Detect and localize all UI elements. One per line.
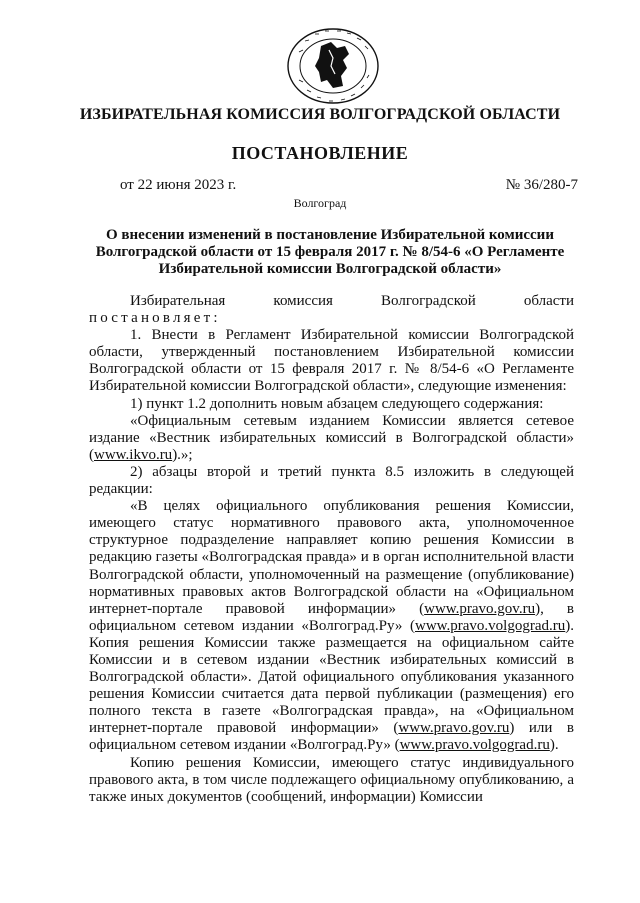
document-heading: О внесении изменений в постановление Избирательной комиссии Волгоградской области от 15 февраля 2017 г. № 8/54-6 «О Регламенте Избирательной комиссии Волгоградской области» <box>95 227 565 277</box>
link-pravo-volgograd-1[interactable]: www.pravo.volgograd.ru <box>415 617 566 634</box>
paragraph-preamble: Избирательная комиссия Волгоградской области <box>130 293 574 309</box>
document-date: от 22 июня 2023 г. <box>120 177 237 193</box>
link-pravo-volgograd-2[interactable]: www.pravo.volgograd.ru <box>399 737 550 754</box>
paragraph-item-1: 1. Внести в Регламент Избирательной комиссии Волгоградской области, утвержденный постановлением Избирательной комиссии Волгоградской области от 15 февраля 2017 г. № 8/54-6 «О Регламенте Избирательной комиссии Волгоградской области», следующие изменения: <box>89 327 574 395</box>
commission-emblem-seal <box>285 26 381 106</box>
link-ikvo[interactable]: www.ikvo.ru <box>94 446 173 463</box>
paragraph-subitem-1: 1) пункт 1.2 дополнить новым абзацем следующего содержания: <box>130 395 544 412</box>
link-pravo-gov-1[interactable]: www.pravo.gov.ru <box>424 600 536 617</box>
paragraph-copy: Копию решения Комиссии, имеющего статус индивидуального правового акта, в том числе подлежащего официальному опубликованию, а также иных документов (сообщений, информации) Комиссии <box>89 754 574 805</box>
document-type: ПОСТАНОВЛЕНИЕ <box>231 143 409 163</box>
decree-word: постановляет: <box>89 310 221 327</box>
paragraph-quote-1: «Официальным сетевым изданием Комиссии является сетевое издание «Вестник избирательных комиссий в Волгоградской области» (www.ikvo.ru).»; <box>89 412 574 463</box>
document-city: Волгоград <box>293 196 347 210</box>
document-number: № 36/280-7 <box>505 177 578 193</box>
link-pravo-gov-2[interactable]: www.pravo.gov.ru <box>398 720 510 737</box>
paragraph-quote-2: «В целях официального опубликования решения Комиссии, имеющего статус нормативного правового акта, уполномоченное структурное подразделение направляет копию решения Комиссии в редакцию газеты «Волгоградская правда» и в орган исполнительной власти Волгоградской области, уполномоченный на размещение (опубликование) нормативных правовых актов Волгоградской области на «Официальном интернет-портале правовой информации» (www.pravo.gov.ru), в официальном сетевом издании «Волгоград.Ру» (www.pravo.volgograd.ru). Копия решения Комиссии также размещается на официальном сайте Комиссии и в сетевом издании «Вестник избирательных комиссий в Волгоградской области». Датой официального опубликования указанного решения Комиссии считается дата первой публикации (размещения) его полного текста в газете «Волгоградская правда», на «Официальном интернет-портале правовой информации» (www.pravo.gov.ru) или в официальном сетевом издании «Волгоград.Ру» (www.pravo.volgograd.ru). <box>89 498 574 754</box>
paragraph-decree <box>89 310 574 327</box>
document-body <box>89 293 574 806</box>
paragraph-subitem-2: 2) абзацы второй и третий пункта 8.5 изложить в следующей редакции: <box>89 463 574 498</box>
organization-name: ИЗБИРАТЕЛЬНАЯ КОМИССИЯ ВОЛГОГРАДСКОЙ ОБЛАСТИ <box>79 106 561 123</box>
